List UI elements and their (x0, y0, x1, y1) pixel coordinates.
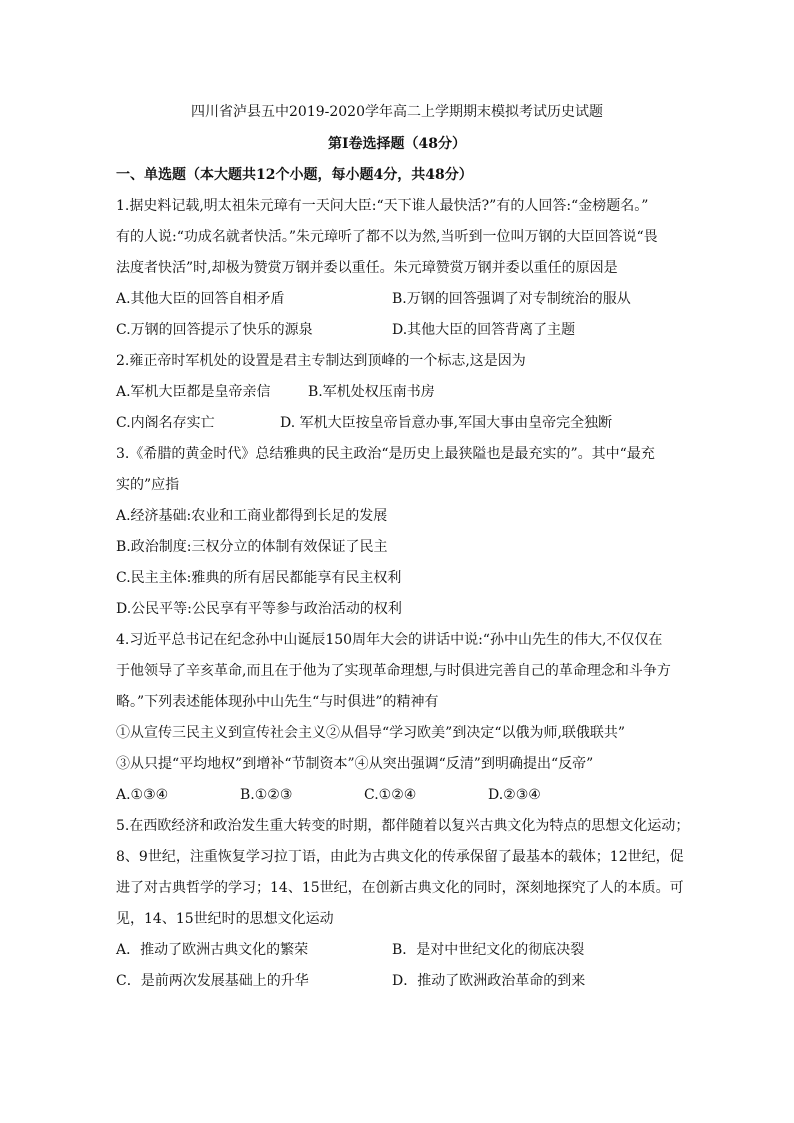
question-stem-line: 进了对古典哲学的学习；14、15世纪，在创新古典文化的同时，深刻地探究了人的本质。可 (116, 880, 684, 896)
question-stem-line: 略。”下列表述能体现孙中山先生“与时俱进”的精神有 (116, 694, 439, 710)
option-d: D.其他大臣的回答背离了主题 (392, 322, 576, 338)
option-row (116, 315, 676, 346)
page-subtitle: 第Ⅰ卷选择题（48分） (327, 136, 467, 152)
option-c: C.民主主体:雅典的所有居民都能享有民主权利 (116, 570, 402, 586)
question-stem-line: 见，14、15世纪时的思想文化运动 (116, 911, 334, 927)
question-stem-line: 实的”应指 (116, 477, 180, 493)
section-heading: 一、单选题（本大题共12个小题，每小题4分，共48分） (116, 167, 473, 183)
option-row (116, 377, 676, 408)
option-b: B.军机处权压南书房 (308, 384, 435, 400)
option-c: C.万钢的回答提示了快乐的源泉 (116, 322, 313, 338)
question-1 (116, 191, 676, 346)
question-4 (116, 625, 676, 811)
question-stem-line: 5.在西欧经济和政治发生重大转变的时期，都伴随着以复兴古典文化为特点的思想文化运动； (116, 818, 690, 834)
question-stem-line: 1.据史料记载,明太祖朱元璋有一天问大臣:“天下谁人最快活?”有的人回答:“金榜题名。” (116, 198, 649, 214)
option-row (116, 935, 676, 966)
option-a: A．推动了欧洲古典文化的繁荣 (116, 942, 309, 958)
question-stem-line: 2.雍正帝时军机处的设置是君主专制达到顶峰的一个标志,这是因为 (116, 353, 526, 369)
question-stem-line: 有的人说:“功成名就者快活。”朱元璋听了都不以为然,当听到一位叫万钢的大臣回答说“畏 (116, 229, 658, 245)
option-b: B.①②③ (240, 787, 293, 803)
option-d: D.公民平等:公民享有平等参与政治活动的权利 (116, 601, 402, 617)
question-stem-line: ③从只提“平均地权”到增补“节制资本”④从突出强调“反清”到明确提出“反帝” (116, 756, 594, 772)
option-d: D. 军机大臣按皇帝旨意办事,军国大事由皇帝完全独断 (280, 415, 613, 431)
option-c: C.内阁名存实亡 (116, 415, 215, 431)
option-a: A.经济基础:农业和工商业都得到长足的发展 (116, 508, 388, 524)
option-b: B.政治制度:三权分立的体制有效保证了民主 (116, 539, 388, 555)
option-row (116, 966, 676, 997)
option-b: B.万钢的回答强调了对专制统治的服从 (392, 291, 631, 307)
option-c: C.①②④ (364, 787, 417, 803)
option-a: A.①③④ (116, 787, 169, 803)
question-stem-line: 3.《希腊的黄金时代》总结雅典的民主政治“是历史上最狭隘也是最充实的”。其中“最充 (116, 446, 655, 462)
question-stem-line: 8、9世纪，注重恢复学习拉丁语，由此为古典文化的传承保留了最基本的载体；12世纪，促 (116, 849, 684, 865)
option-a: A.其他大臣的回答自相矛盾 (116, 291, 285, 307)
question-2 (116, 346, 676, 439)
option-d: D．推动了欧洲政治革命的到来 (392, 973, 586, 989)
question-list (116, 160, 690, 997)
question-5 (116, 811, 690, 997)
question-stem-line: ①从宣传三民主义到宣传社会主义②从倡导“学习欧美”到决定“以俄为师,联俄联共” (116, 725, 626, 741)
option-b: B．是对中世纪文化的彻底决裂 (392, 942, 585, 958)
question-stem-line: 4.习近平总书记在纪念孙中山诞辰150周年大会的讲话中说:“孙中山先生的伟大,不仅仅在 (116, 632, 663, 648)
option-row (116, 780, 676, 811)
option-c: C．是前两次发展基础上的升华 (116, 973, 309, 989)
page-title: 四川省泸县五中2019-2020学年高二上学期期末模拟考试历史试题 (191, 104, 603, 120)
question-stem-line: 法度者快活”时,却极为赞赏万钢并委以重任。朱元璋赞赏万钢并委以重任的原因是 (116, 260, 618, 276)
question-stem-line: 于他领导了辛亥革命,而且在于他为了实现革命理想,与时俱进完善自己的革命理念和斗争方 (116, 663, 671, 679)
option-a: A.军机大臣都是皇帝亲信 (116, 384, 271, 400)
option-d: D.②③④ (488, 787, 541, 803)
option-row (116, 408, 676, 439)
option-row (116, 284, 676, 315)
question-3 (116, 439, 676, 625)
